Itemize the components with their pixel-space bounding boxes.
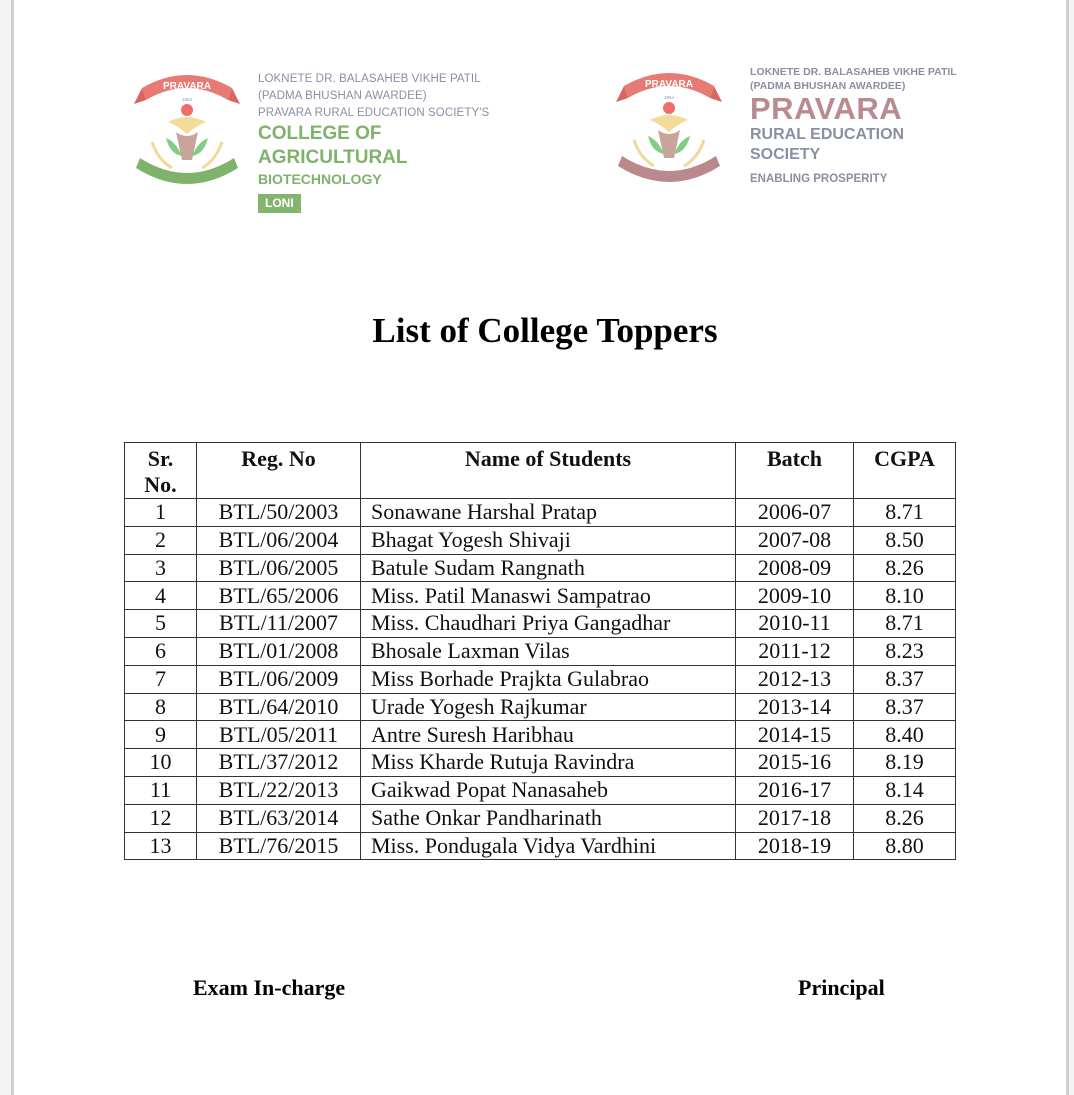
cell-sr-no: 10 <box>125 749 197 777</box>
table-row <box>125 832 956 860</box>
cell-sr-no: 1 <box>125 499 197 527</box>
cell-name: Miss. Patil Manaswi Sampatrao <box>361 582 736 610</box>
table-row <box>125 610 956 638</box>
column-header-name: Name of Students <box>361 443 736 499</box>
award-line: (PADMA BHUSHAN AWARDEE) <box>258 90 427 102</box>
cell-sr-no: 13 <box>125 832 197 860</box>
table-row <box>125 804 956 832</box>
cell-batch: 2012-13 <box>736 665 854 693</box>
cell-batch: 2008-09 <box>736 554 854 582</box>
toppers-table <box>124 442 956 860</box>
cell-batch: 2010-11 <box>736 610 854 638</box>
society-logo-text <box>750 65 957 187</box>
cell-reg-no: BTL/11/2007 <box>197 610 361 638</box>
table-row <box>125 554 956 582</box>
cell-sr-no: 11 <box>125 776 197 804</box>
cell-reg-no: BTL/01/2008 <box>197 637 361 665</box>
cell-sr-no: 3 <box>125 554 197 582</box>
cell-sr-no: 9 <box>125 721 197 749</box>
cell-batch: 2015-16 <box>736 749 854 777</box>
principal-signature-label: Principal <box>798 975 885 1000</box>
cell-sr-no: 5 <box>125 610 197 638</box>
cell-name: Gaikwad Popat Nanasaheb <box>361 776 736 804</box>
exam-incharge-signature-label: Exam In-charge <box>193 975 346 1000</box>
cell-reg-no: BTL/76/2015 <box>197 832 361 860</box>
cell-name: Antre Suresh Haribhau <box>361 721 736 749</box>
table-row <box>125 637 956 665</box>
pravara-emblem-icon <box>609 58 729 188</box>
cell-cgpa: 8.37 <box>854 665 956 693</box>
table-row <box>125 582 956 610</box>
cell-batch: 2006-07 <box>736 499 854 527</box>
table-header-row <box>125 443 956 499</box>
cell-batch: 2007-08 <box>736 526 854 554</box>
society-line2: RURAL EDUCATION <box>750 126 905 143</box>
society-logo-header <box>609 58 969 193</box>
header-sr-line2: No. <box>144 472 177 497</box>
cell-batch: 2018-19 <box>736 832 854 860</box>
cell-reg-no: BTL/06/2005 <box>197 554 361 582</box>
cell-sr-no: 4 <box>125 582 197 610</box>
svg-text:PRAVARA: PRAVARA <box>645 79 693 90</box>
cell-reg-no: BTL/63/2014 <box>197 804 361 832</box>
cell-name: Miss Kharde Rutuja Ravindra <box>361 749 736 777</box>
cell-name: Bhagat Yogesh Shivaji <box>361 526 736 554</box>
document-page <box>11 0 1069 1095</box>
cell-cgpa: 8.71 <box>854 610 956 638</box>
cell-cgpa: 8.50 <box>854 526 956 554</box>
founder-line: LOKNETE DR. BALASAHEB VIKHE PATIL <box>750 66 957 78</box>
college-name-line1: COLLEGE OF AGRICULTURAL <box>258 123 408 168</box>
college-name-line2: BIOTECHNOLOGY <box>258 171 382 187</box>
column-header-batch: Batch <box>736 443 854 499</box>
column-header-cgpa: CGPA <box>854 443 956 499</box>
cell-name: Bhosale Laxman Vilas <box>361 637 736 665</box>
cell-batch: 2011-12 <box>736 637 854 665</box>
cell-cgpa: 8.23 <box>854 637 956 665</box>
cell-batch: 2014-15 <box>736 721 854 749</box>
svg-text:1964: 1964 <box>181 97 193 102</box>
cell-sr-no: 12 <box>125 804 197 832</box>
cell-name: Sonawane Harshal Pratap <box>361 499 736 527</box>
location-badge: LONI <box>258 194 301 213</box>
cell-sr-no: 8 <box>125 693 197 721</box>
cell-batch: 2013-14 <box>736 693 854 721</box>
cell-reg-no: BTL/64/2010 <box>197 693 361 721</box>
table-row <box>125 665 956 693</box>
svg-text:PRAVARA: PRAVARA <box>163 81 211 92</box>
table-row <box>125 776 956 804</box>
cell-name: Miss Borhade Prajkta Gulabrao <box>361 665 736 693</box>
pravara-emblem-icon <box>132 60 242 190</box>
founder-line: LOKNETE DR. BALASAHEB VIKHE PATIL <box>258 73 481 85</box>
cell-cgpa: 8.26 <box>854 804 956 832</box>
cell-reg-no: BTL/06/2009 <box>197 665 361 693</box>
society-line3: SOCIETY <box>750 146 821 163</box>
column-header-reg-no: Reg. No <box>197 443 361 499</box>
table-row <box>125 526 956 554</box>
cell-cgpa: 8.71 <box>854 499 956 527</box>
cell-reg-no: BTL/05/2011 <box>197 721 361 749</box>
society-name: PRAVARA <box>750 91 903 126</box>
cell-reg-no: BTL/65/2006 <box>197 582 361 610</box>
cell-sr-no: 2 <box>125 526 197 554</box>
cell-sr-no: 7 <box>125 665 197 693</box>
cell-reg-no: BTL/37/2012 <box>197 749 361 777</box>
table-row <box>125 693 956 721</box>
cell-cgpa: 8.40 <box>854 721 956 749</box>
cell-reg-no: BTL/22/2013 <box>197 776 361 804</box>
cell-batch: 2009-10 <box>736 582 854 610</box>
cell-cgpa: 8.19 <box>854 749 956 777</box>
header-sr-line1: Sr. <box>147 446 174 471</box>
cell-sr-no: 6 <box>125 637 197 665</box>
cell-name: Sathe Onkar Pandharinath <box>361 804 736 832</box>
svg-text:1964: 1964 <box>663 95 675 100</box>
award-line: (PADMA BHUSHAN AWARDEE) <box>750 80 906 92</box>
cell-name: Batule Sudam Rangnath <box>361 554 736 582</box>
society-tagline: ENABLING PROSPERITY <box>750 173 888 185</box>
society-line: PRAVARA RURAL EDUCATION SOCIETY'S <box>258 107 490 119</box>
college-logo-header <box>132 60 532 210</box>
cell-batch: 2017-18 <box>736 804 854 832</box>
table-row <box>125 749 956 777</box>
cell-cgpa: 8.26 <box>854 554 956 582</box>
table-row <box>125 499 956 527</box>
cell-cgpa: 8.14 <box>854 776 956 804</box>
page-title: List of College Toppers <box>372 311 718 350</box>
cell-batch: 2016-17 <box>736 776 854 804</box>
cell-reg-no: BTL/50/2003 <box>197 499 361 527</box>
cell-reg-no: BTL/06/2004 <box>197 526 361 554</box>
cell-cgpa: 8.37 <box>854 693 956 721</box>
table-row <box>125 721 956 749</box>
cell-name: Miss. Pondugala Vidya Vardhini <box>361 832 736 860</box>
column-header-sr-no <box>125 443 197 499</box>
cell-name: Miss. Chaudhari Priya Gangadhar <box>361 610 736 638</box>
college-logo-text <box>258 71 532 213</box>
cell-cgpa: 8.80 <box>854 832 956 860</box>
cell-cgpa: 8.10 <box>854 582 956 610</box>
cell-name: Urade Yogesh Rajkumar <box>361 693 736 721</box>
